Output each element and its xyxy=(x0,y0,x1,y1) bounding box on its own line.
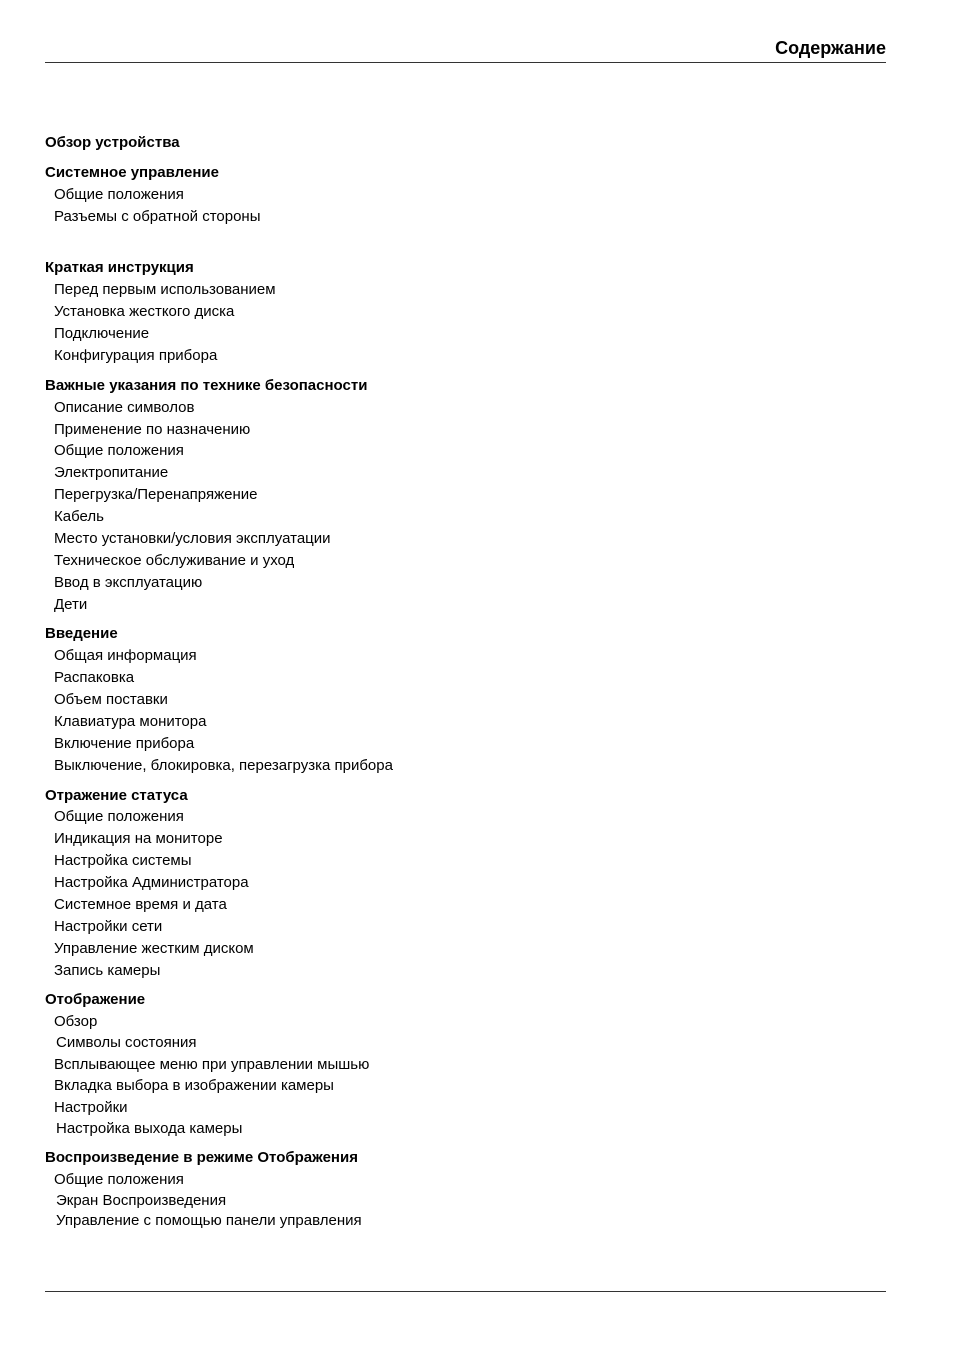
toc-item[interactable]: Настройка Администратора xyxy=(54,874,249,891)
toc-item[interactable]: Всплывающее меню при управлении мышью xyxy=(54,1056,370,1073)
toc-item[interactable]: Обзор xyxy=(54,1013,98,1030)
toc-item[interactable]: Дети xyxy=(54,596,88,613)
toc-item[interactable]: Общие положения xyxy=(54,186,184,203)
header-divider xyxy=(45,62,886,63)
toc-section-quick-guide[interactable]: Краткая инструкция xyxy=(45,259,194,276)
toc-item[interactable]: Место установки/условия эксплуатации xyxy=(54,530,331,547)
toc-item[interactable]: Распаковка xyxy=(54,669,135,686)
toc-item[interactable]: Настройки сети xyxy=(54,918,163,935)
toc-item[interactable]: Конфигурация прибора xyxy=(54,347,218,364)
toc-item[interactable]: Настройка системы xyxy=(54,852,192,869)
toc-item[interactable]: Настройки xyxy=(54,1099,128,1116)
toc-section-playback[interactable]: Воспроизведение в режиме Отображения xyxy=(45,1149,358,1166)
toc-item[interactable]: Экран Воспроизведения xyxy=(56,1192,227,1209)
toc-item[interactable]: Общие положения xyxy=(54,442,184,459)
page-title: Содержание xyxy=(775,38,886,58)
toc-item[interactable]: Запись камеры xyxy=(54,962,161,979)
toc-item[interactable]: Включение прибора xyxy=(54,735,195,752)
toc-item[interactable]: Индикация на мониторе xyxy=(54,830,223,847)
toc-item[interactable]: Выключение, блокировка, перезагрузка прибора xyxy=(54,757,393,774)
toc-section-system-control[interactable]: Системное управление xyxy=(45,164,219,181)
toc-item[interactable]: Общие положения xyxy=(54,1171,184,1188)
toc-section-device-overview[interactable]: Обзор устройства xyxy=(45,134,180,151)
toc-item[interactable]: Общие положения xyxy=(54,808,184,825)
toc-item[interactable]: Символы состояния xyxy=(56,1034,197,1051)
toc-item[interactable]: Вкладка выбора в изображении камеры xyxy=(54,1077,334,1094)
toc-section-safety[interactable]: Важные указания по технике безопасности xyxy=(45,377,368,394)
toc-item[interactable]: Установка жесткого диска xyxy=(54,303,235,320)
toc-item[interactable]: Разъемы с обратной стороны xyxy=(54,208,261,225)
toc-item[interactable]: Перегрузка/Перенапряжение xyxy=(54,486,258,503)
toc-section-introduction[interactable]: Введение xyxy=(45,625,118,642)
footer-divider xyxy=(45,1291,886,1292)
toc-item[interactable]: Электропитание xyxy=(54,464,169,481)
toc-item[interactable]: Системное время и дата xyxy=(54,896,227,913)
toc-item[interactable]: Настройка выхода камеры xyxy=(56,1120,243,1137)
toc-item[interactable]: Объем поставки xyxy=(54,691,168,708)
toc-item[interactable]: Ввод в эксплуатацию xyxy=(54,574,203,591)
toc-item[interactable]: Управление жестким диском xyxy=(54,940,254,957)
toc-item[interactable]: Техническое обслуживание и уход xyxy=(54,552,295,569)
toc-item[interactable]: Применение по назначению xyxy=(54,421,251,438)
toc-item[interactable]: Общая информация xyxy=(54,647,197,664)
toc-section-display[interactable]: Отображение xyxy=(45,991,146,1008)
toc-item[interactable]: Подключение xyxy=(54,325,150,342)
toc-item[interactable]: Описание символов xyxy=(54,399,195,416)
toc-item[interactable]: Перед первым использованием xyxy=(54,281,276,298)
toc-section-status[interactable]: Отражение статуса xyxy=(45,787,188,804)
toc-item[interactable]: Кабель xyxy=(54,508,104,525)
toc-item[interactable]: Клавиатура монитора xyxy=(54,713,207,730)
toc-item[interactable]: Управление с помощью панели управления xyxy=(56,1212,362,1229)
